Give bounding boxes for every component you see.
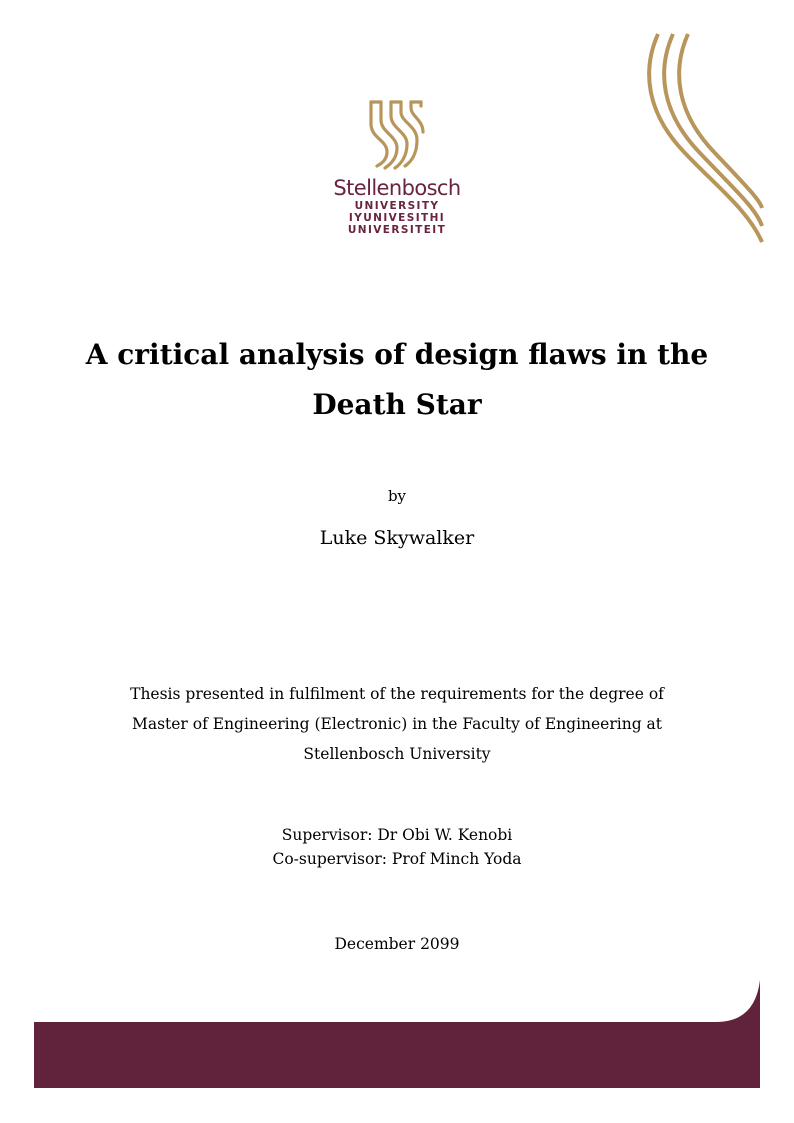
submission-date: December 2099 <box>334 935 460 953</box>
logo-line-xhosa: IYUNIVESITHI <box>348 212 446 224</box>
co-supervisor: Co-supervisor: Prof Minch Yoda <box>272 850 522 868</box>
logo-wordmark: Stellenbosch <box>333 176 461 200</box>
footer-band <box>0 960 794 1123</box>
decorative-gold-curves <box>600 30 770 270</box>
thesis-title: A critical analysis of design flaws in the Death Star <box>85 338 709 421</box>
author-name: Luke Skywalker <box>319 527 475 549</box>
university-crest-icon <box>367 98 427 172</box>
logo-line-english: UNIVERSITY <box>354 200 440 212</box>
supervisor: Supervisor: Dr Obi W. Kenobi <box>281 826 513 844</box>
logo-line-afrikaans: UNIVERSITEIT <box>347 224 447 236</box>
by-label: by <box>387 487 407 505</box>
thesis-statement: Thesis presented in fulfilment of the requirements for the degree of Master of Engineering (Electronic) in the Faculty of Engineering at Stellenbosch University <box>130 685 664 763</box>
